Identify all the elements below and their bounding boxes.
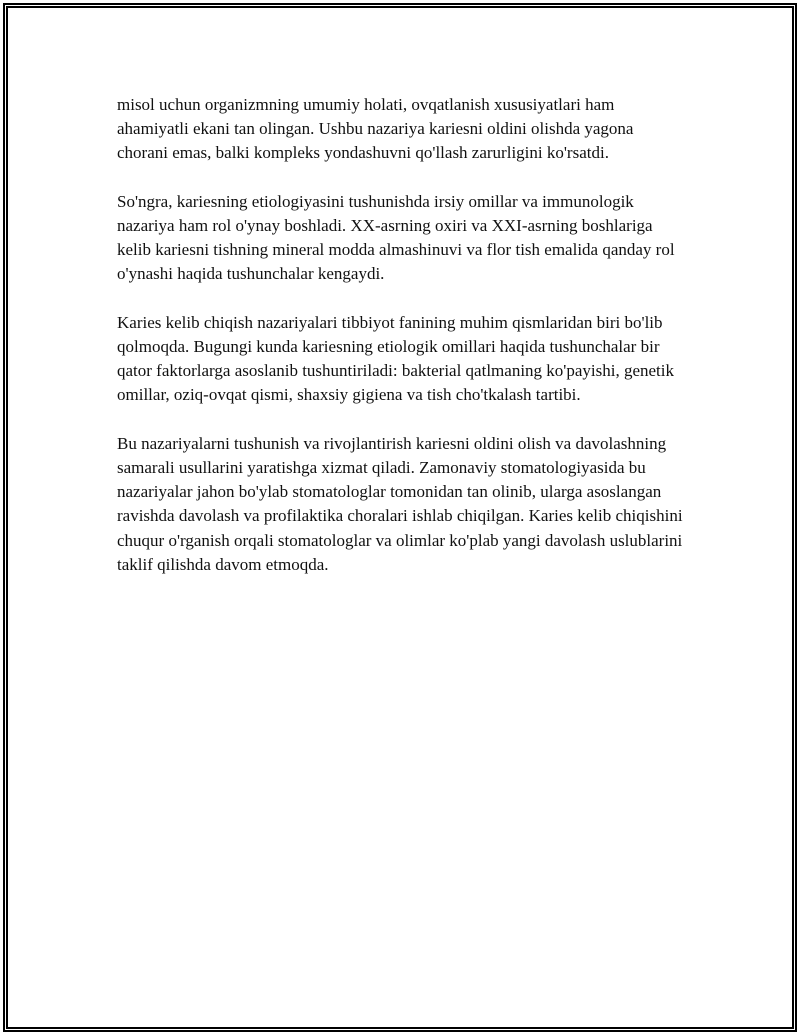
paragraph-3: Karies kelib chiqish nazariyalari tibbiyot fanining muhim qismlaridan biri bo'lib qolmoqda. Bugungi kunda kariesning etiologik omillari haqida tushunchalar bir qator faktorlarga asoslanib tushuntiriladi: bakterial qatlmaning ko'payishi, genetik omillar, oziq-ovqat qismi, shaxsiy gigiena va tish cho'tkalash tartibi.	[117, 312, 674, 405]
document-body	[117, 93, 687, 601]
paragraph-2: So'ngra, kariesning etiologiyasini tushunishda irsiy omillar va immunologik nazariya ham rol o'ynay boshladi. XX-asrning oxiri va XXI-asrning boshlariga kelib kariesni tishning mineral modda almashinuvi va flor tish emalida qanday rol o'ynashi haqida tushunchalar kengaydi.	[117, 191, 675, 284]
paragraph-1: misol uchun organizmning umumiy holati, ovqatlanish xususiyatlari ham ahamiyatli ekani tan olingan. Ushbu nazariya kariesni oldini olishda yagona chorani emas, balki kompleks yondashuvni qo'llash zarurligini ko'rsatdi.	[117, 95, 634, 163]
paragraph-4: Bu nazariyalarni tushunish va rivojlantirish kariesni oldini olish va davolashning samarali usullarini yaratishga xizmat qiladi. Zamonaviy stomatologiyasida bu nazariyalar jahon bo'ylab stomatologlar tomonidan tan olinib, ularga asoslangan ravishda davolash va profilaktika choralari ishlab chiqilgan. Karies kelib chiqishini chuqur o'rganish orqali stomatologlar va olimlar ko'plab yangi davolash uslublarini taklif qilishda davom etmoqda.	[117, 433, 683, 574]
